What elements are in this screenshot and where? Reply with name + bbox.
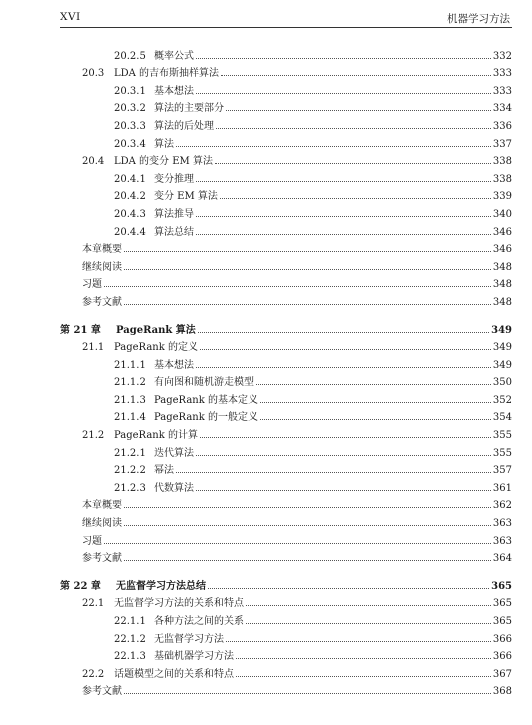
toc-entry-page: 340 (492, 208, 512, 220)
toc-entry-sec[interactable] (60, 336, 512, 354)
dot-leader (176, 136, 491, 147)
dot-leader (260, 409, 491, 420)
toc-entry-title: PageRank 的定义 (114, 342, 198, 354)
toc-entry-sub[interactable] (60, 132, 512, 150)
toc-entry-title: 算法的后处理 (154, 120, 214, 132)
dot-leader (196, 171, 491, 182)
toc-entry-sub[interactable] (60, 645, 512, 663)
toc-entry-page: 363 (492, 518, 512, 530)
toc-entry-misc[interactable] (60, 238, 512, 256)
dot-leader (221, 65, 491, 76)
toc-entry-sub[interactable] (60, 185, 512, 203)
dot-leader (246, 595, 491, 606)
toc-entry-page: 365 (492, 616, 512, 627)
dot-leader (124, 683, 491, 694)
toc-entry-number: 20.4.1 (114, 173, 146, 185)
toc-entry-title: 变分推理 (154, 173, 194, 185)
dot-leader (260, 392, 491, 403)
toc-entry-page: 349 (492, 359, 512, 371)
toc-entry-number: 21.1.1 (114, 359, 146, 371)
toc-entry-page: 338 (492, 173, 512, 185)
toc-entry-page: 366 (492, 651, 512, 663)
toc-entry-title: 基本想法 (154, 85, 194, 97)
toc-entry-title: 概率公式 (154, 50, 194, 62)
toc-entry-title: 参考文献 (82, 553, 122, 565)
toc-entry-page: 337 (492, 138, 512, 150)
dot-leader (208, 578, 489, 589)
toc-entry-title: 继续阅读 (82, 261, 122, 273)
dot-leader (256, 374, 491, 385)
dot-leader (176, 462, 491, 473)
dot-leader (124, 259, 491, 270)
toc-entry-title: 无监督学习方法 (154, 633, 224, 645)
toc-entry-chap[interactable] (60, 318, 512, 336)
toc-entry-page: 349 (492, 342, 512, 354)
toc-entry-sub[interactable] (60, 202, 512, 220)
toc-entry-title: 基本想法 (154, 359, 194, 371)
toc-entry-number: 22.2 (82, 668, 105, 680)
toc-entry-number: 22.1 (82, 598, 105, 610)
toc-entry-sub[interactable] (60, 114, 512, 132)
toc-entry-title: 算法推导 (154, 208, 194, 220)
toc-entry-misc[interactable] (60, 273, 512, 291)
toc-entry-page: 354 (492, 412, 512, 424)
toc-entry-number: 21.1.2 (114, 377, 146, 389)
dot-leader (104, 276, 491, 287)
toc-entry-number: 20.3.1 (114, 85, 146, 97)
toc-entry-number: 20.3.4 (114, 138, 146, 150)
dot-leader (124, 550, 491, 561)
dot-leader (124, 241, 491, 252)
page-number: XVI (60, 11, 81, 23)
chapter-gap (60, 564, 512, 574)
toc-entry-page: 357 (492, 465, 512, 477)
toc-entry-number: 第 21 章 (60, 324, 101, 336)
toc-entry-title: 算法的主要部分 (154, 103, 224, 115)
toc-entry-sub[interactable] (60, 97, 512, 115)
toc-entry-title: 算法 (154, 138, 174, 150)
toc-entry-page: 348 (492, 296, 512, 308)
toc-entry-page: 348 (492, 261, 512, 273)
toc-entry-misc[interactable] (60, 680, 512, 698)
toc-entry-sub[interactable] (60, 353, 512, 371)
toc-entry-sub[interactable] (60, 627, 512, 645)
toc-entry-title: 本章概要 (82, 500, 122, 512)
dot-leader (226, 631, 491, 642)
toc-entry-number: 20.3 (82, 68, 105, 80)
toc-entry-page: 333 (492, 68, 512, 80)
toc-entry-sub[interactable] (60, 388, 512, 406)
toc-entry-number: 21.2.3 (114, 482, 146, 494)
toc-entry-page: 363 (492, 535, 512, 547)
toc-entry-title: 各种方法之间的关系 (154, 616, 244, 627)
toc-entry-page: 367 (492, 668, 512, 680)
toc-entry-number: 21.2.2 (114, 465, 146, 477)
dot-leader (196, 480, 491, 491)
toc-entry-number: 20.3.2 (114, 103, 146, 115)
toc-entry-page: 365 (492, 598, 512, 610)
toc-entry-number: 21.1.4 (114, 412, 146, 424)
toc-entry-page: 355 (492, 447, 512, 459)
toc-entry-number: 22.1.3 (114, 651, 146, 663)
toc-entry-page: 348 (492, 279, 512, 291)
toc-entry-page: 346 (492, 226, 512, 238)
toc-entry-number: 20.4.4 (114, 226, 146, 238)
dot-leader (216, 118, 491, 129)
dot-leader (196, 445, 491, 456)
toc-entry-sub[interactable] (60, 44, 512, 62)
toc-entry-page: 368 (492, 686, 512, 698)
toc-entry-page: 339 (492, 191, 512, 203)
chapter-gap (60, 308, 512, 318)
table-of-contents (60, 44, 512, 697)
dot-leader (124, 294, 491, 305)
toc-entry-number: 21.1 (82, 342, 105, 354)
dot-leader (200, 339, 491, 350)
toc-entry-page: 333 (492, 85, 512, 97)
toc-entry-page: 332 (492, 50, 512, 62)
dot-leader (236, 648, 491, 659)
dot-leader (215, 153, 491, 164)
toc-entry-page: 334 (492, 103, 512, 115)
toc-entry-page: 350 (492, 377, 512, 389)
toc-entry-number: 第 22 章 (60, 580, 101, 592)
dot-leader (200, 427, 491, 438)
toc-entry-title: LDA 的变分 EM 算法 (114, 156, 213, 168)
toc-entry-title: PageRank 算法 (116, 324, 196, 336)
toc-entry-page: 336 (492, 120, 512, 132)
running-header (60, 9, 510, 27)
toc-entry-number: 20.3.3 (114, 120, 146, 132)
toc-entry-title: LDA 的吉布斯抽样算法 (114, 68, 220, 80)
toc-entry-sub[interactable] (60, 476, 512, 494)
toc-entry-title: 幂法 (154, 465, 174, 477)
toc-entry-sec[interactable] (60, 423, 512, 441)
toc-entry-title: PageRank 的一般定义 (154, 412, 258, 424)
toc-entry-sub[interactable] (60, 371, 512, 389)
toc-entry-title: 话题模型之间的关系和特点 (114, 668, 234, 680)
toc-entry-title: 参考文献 (82, 296, 122, 308)
toc-entry-misc[interactable] (60, 494, 512, 512)
toc-entry-page: 362 (492, 500, 512, 512)
toc-entry-sub[interactable] (60, 609, 512, 627)
toc-entry-number: 20.4.3 (114, 208, 146, 220)
toc-entry-title: 算法总结 (154, 226, 194, 238)
toc-entry-sub[interactable] (60, 79, 512, 97)
toc-entry-title: PageRank 的计算 (114, 430, 198, 442)
toc-entry-number: 21.2.1 (114, 447, 146, 459)
toc-entry-sec[interactable] (60, 62, 512, 80)
dot-leader (196, 224, 491, 235)
toc-entry-sub[interactable] (60, 459, 512, 477)
toc-entry-number: 22.1.1 (114, 616, 146, 627)
toc-entry-title: 参考文献 (82, 686, 122, 698)
toc-entry-title: 继续阅读 (82, 518, 122, 530)
dot-leader (220, 188, 491, 199)
dot-leader (104, 533, 491, 544)
toc-entry-sub[interactable] (60, 441, 512, 459)
dot-leader (226, 100, 491, 111)
dot-leader (198, 322, 489, 333)
toc-entry-title: PageRank 的基本定义 (154, 394, 258, 406)
toc-entry-title: 基础机器学习方法 (154, 651, 234, 663)
toc-entry-title: 本章概要 (82, 244, 122, 256)
toc-entry-sec[interactable] (60, 150, 512, 168)
toc-entry-misc[interactable] (60, 290, 512, 308)
dot-leader (196, 206, 491, 217)
toc-entry-title: 无监督学习方法的关系和特点 (114, 598, 244, 610)
toc-entry-number: 21.2 (82, 430, 105, 442)
toc-entry-page: 346 (492, 244, 512, 256)
dot-leader (196, 48, 491, 59)
toc-entry-title: 习题 (82, 279, 102, 291)
toc-entry-sub[interactable] (60, 220, 512, 238)
toc-entry-page: 355 (492, 430, 512, 442)
toc-entry-misc[interactable] (60, 547, 512, 565)
toc-entry-number: 20.4.2 (114, 191, 146, 203)
toc-entry-page: 364 (492, 553, 512, 565)
dot-leader (246, 613, 491, 624)
dot-leader (124, 515, 491, 526)
toc-entry-chap[interactable] (60, 574, 512, 592)
toc-entry-sec[interactable] (60, 592, 512, 610)
book-title: 机器学习方法 (447, 13, 510, 25)
toc-entry-sub[interactable] (60, 406, 512, 424)
toc-entry-title: 变分 EM 算法 (154, 191, 218, 203)
toc-entry-sub[interactable] (60, 167, 512, 185)
toc-entry-number: 21.1.3 (114, 394, 146, 406)
toc-entry-number: 20.2.5 (114, 50, 146, 62)
toc-entry-misc[interactable] (60, 511, 512, 529)
dot-leader (196, 357, 491, 368)
dot-leader (236, 666, 491, 677)
toc-entry-page: 366 (492, 633, 512, 645)
toc-entry-misc[interactable] (60, 529, 512, 547)
toc-entry-number: 20.4 (82, 156, 105, 168)
dot-leader (196, 83, 491, 94)
toc-entry-page: 349 (491, 324, 512, 336)
toc-entry-title: 习题 (82, 535, 102, 547)
dot-leader (124, 497, 491, 508)
toc-entry-number: 22.1.2 (114, 633, 146, 645)
toc-entry-misc[interactable] (60, 255, 512, 273)
toc-entry-page: 361 (492, 482, 512, 494)
header-rule (60, 27, 512, 28)
toc-entry-title: 代数算法 (154, 482, 194, 494)
toc-entry-title: 有向图和随机游走模型 (154, 377, 254, 389)
toc-entry-sec[interactable] (60, 662, 512, 680)
toc-entry-page: 352 (492, 394, 512, 406)
toc-entry-title: 无监督学习方法总结 (116, 580, 206, 592)
toc-entry-title: 迭代算法 (154, 447, 194, 459)
toc-entry-page: 338 (492, 156, 512, 168)
toc-entry-page: 365 (491, 580, 512, 592)
